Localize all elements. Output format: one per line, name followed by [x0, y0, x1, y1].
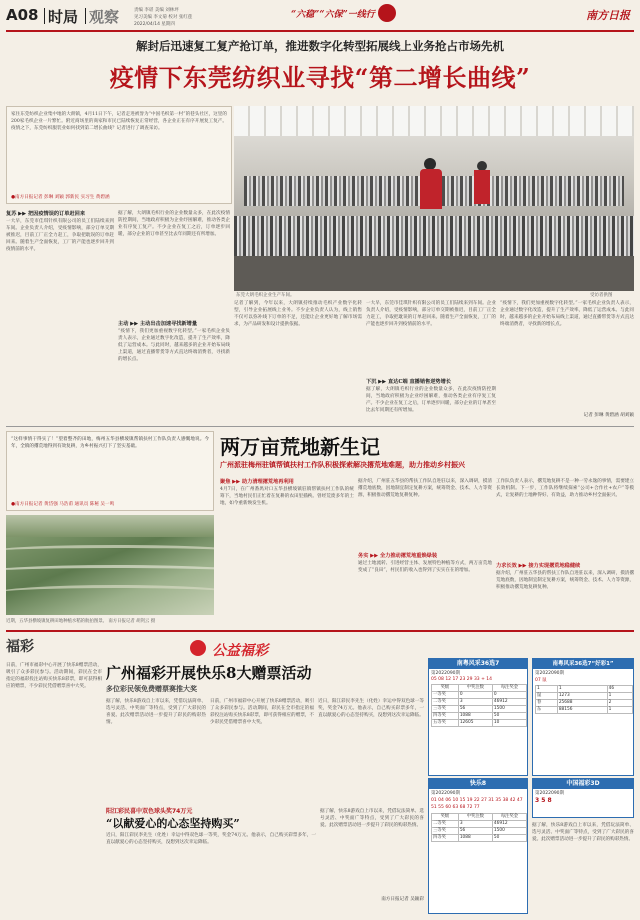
- article2-deck: 广州派驻梅州驻镇帮镇扶村工作队积极探索解决撂荒地难题，助力推动乡村振兴: [220, 460, 465, 469]
- article2-quote-box: [6, 431, 214, 511]
- lotto-36x7-table: 奖级 中奖注数 每注奖金 一等奖 0 0 二等奖 3 46912 三等奖 56 1500 四等奖 1088 50 五等奖 12605 10: [431, 684, 527, 727]
- article1-col3: [234, 300, 362, 422]
- lotto-36x7-numbers: 05 08 12 17 23 29 33 + 14: [431, 677, 493, 682]
- article1-body1b: 一大早，东莞市佳琪针织有限公司的员工们陆续来到车间。企业负责人介绍，受疫情影响，部分订单交期被推迟，目前工厂正全力赶工，争取把耽误的订单赶回来。随着生产全面恢复，工厂的产能也逐步回升到疫情前的水平。: [366, 301, 496, 327]
- subsection-name: 观察: [89, 8, 120, 26]
- welfare-col4: [318, 698, 424, 802]
- welfare-body1: 日前，广州市福彩中心开展了快乐8赠票活动，吸引了众多彩民参与。活动期间，彩民在全市指定的福彩投注站购买快乐8彩票，即可获得相应的赠票，不少彩民凭借赠票喜中大奖。: [6, 663, 102, 689]
- welfare-logo: 公益福彩: [212, 643, 268, 659]
- welfare-col6: [320, 808, 424, 904]
- article1-lead-box: [6, 106, 232, 204]
- welfare-deck: 多位彩民领免费赠票赛推大奖: [106, 684, 197, 693]
- issue-date: 2022/04/14 星期四: [134, 22, 175, 27]
- article2-body1: 4月7日，在广州番禺对口五华县横坡镇驻镇帮镇扶村工作队的统筹下，当地村民们正忙着在复耕的农田里插秧。曾经荒废多年的土地，如今重新焕发生机。: [220, 487, 354, 506]
- slogan: “六稳”“六保”一线行: [291, 10, 375, 20]
- farmland-photo: [6, 515, 214, 615]
- article1-photo-caption: 东莞大朗毛织企业生产车间。: [236, 293, 295, 298]
- article1-body3: “疫情下，我们更加重视数字化转型。”一家毛织企业负责人表示，企业通过数字化改造，提升了生产效率，降低了运营成本。与此同时，越来越多的企业开始布局线上渠道，通过直播带货等方式直达终端消费者，寻找新的增长点。: [118, 329, 230, 362]
- welfare-sub-kicker: 阳江彩民喜中双色球头奖74万元: [106, 808, 193, 815]
- lotto-36x7-issue: 第2022090期: [431, 671, 461, 676]
- article1-body1: 一大早，东莞市佳琪针织有限公司的员工们陆续来到车间。企业负责人介绍，受疫情影响，部分订单交期被推迟，目前工厂正全力赶工，争取把耽误的订单赶回来。随着生产全面恢复，工厂的产能也逐步回升到疫情前的水平。: [6, 219, 114, 252]
- lotto-box-3d: [532, 778, 634, 818]
- article2-col3: [496, 478, 634, 628]
- page-code: A08: [6, 6, 39, 24]
- lotto-3d-issue: 第2022090期: [535, 791, 565, 796]
- welfare-rule: [6, 630, 634, 632]
- article1-sub2: 主动 ▶▶ 主动出击加速寻找新增量: [118, 321, 198, 327]
- welfare-body2: 据了解，快乐8游戏自上市以来，凭借玩法简单、选号灵活、中奖面广等特点，受到了广大彩民的喜爱。此次赠票活动进一步提升了彩民的购彩热情。: [106, 699, 206, 725]
- lotto-36x7-title: 南粤风采36选7: [429, 659, 527, 669]
- welfare-body1b: 日前，广州市福彩中心开展了快乐8赠票活动，吸引了众多彩民参与。活动期间，彩民在全市指定的福彩投注站购买快乐8彩票，即可获得相应的赠票，不少彩民凭借赠票喜中大奖。: [210, 699, 314, 725]
- welfare-logo-icon: [190, 640, 206, 656]
- article1-photo-credit: 受访者供图: [590, 293, 613, 298]
- lotto-haocai-numbers: 07 鼠: [535, 678, 547, 683]
- lotto-notes-text: 据了解，快乐8游戏自上市以来，凭借玩法简单、选号灵活、中奖面广等特点，受到了广大彩民的喜爱。此次赠票活动进一步提升了彩民的购彩热情。: [532, 823, 634, 842]
- lotto-3d-numbers: 3 5 8: [535, 797, 552, 804]
- article2-col1: [220, 478, 354, 628]
- article2-body3: 工作队负责人表示，撂荒地复耕不是一种一劳永逸的事情，需要建立长效机制。下一步，工作队将继续探索“公司+合作社+农户”等模式，让复耕的土地种得好、有效益，助力推动乡村全面振兴。: [496, 479, 634, 498]
- article1-body3b: “疫情下，我们更加重视数字化转型。”一家毛织企业负责人表示，企业通过数字化改造，提升了生产效率，降低了运营成本。与此同时，越来越多的企业开始布局线上渠道，通过直播带货等方式直达终端消费者，寻找新的增长点。: [500, 301, 634, 327]
- slogan-emblem-icon: [378, 4, 396, 22]
- editors: 责编 李谌 美编 刘林坪: [134, 8, 179, 13]
- worker-figure: [420, 169, 442, 209]
- lotto-kl8-issue: 第2022090期: [431, 791, 461, 796]
- lotto-haocai-table: 1 1 46 鼠 1273 1 春 25688 2 东 88156 1: [535, 685, 633, 714]
- welfare-headline: 广州福彩开展快乐8大赠票活动: [106, 664, 312, 682]
- welfare-byline: 南方日报记者 吴颖彩: [381, 897, 424, 902]
- welfare-section-name: 福彩: [6, 639, 34, 655]
- section-name: 时局: [48, 8, 79, 26]
- lotto-notes: [532, 822, 634, 914]
- article1-byline: ●南方日报记者 彭琳 刘颖 郭新民 实习生 黄碧涵: [11, 195, 110, 200]
- welfare-col3: [210, 698, 314, 802]
- article2-sub1: 聚焦 ▶▶ 助力清理撂荒地再利用: [220, 479, 294, 485]
- article2-sub2: 务实 ▶▶ 全力推动撂荒地重焕绿装: [358, 553, 438, 559]
- article2-byline: ●南方日报记者 黄岱强 马浩甫 通讯员 陈秘 吴一鸣: [11, 502, 115, 507]
- article1-lead: 家住东莞纺织企业集中地的大朗镇，4月11日下午，记者走进被誉为“中国毛织第一村”的巷头社区，这里的200家毛织企业一片繁忙。附近商场里的商家和市民已陆续恢复正常经营，各企业正在有序开展复工复产。疫情之下，东莞纺织服装业如何找到第二增长曲线？记者进行了调查采访。: [11, 112, 227, 131]
- article1-col2: [118, 210, 230, 422]
- lotto-haocai-title: 南粤风采36选7“好彩1”: [533, 659, 633, 669]
- article1-col5: [500, 300, 634, 422]
- welfare-body3: 近日，阳江彩民李先生（化姓）幸运中得双色球一等奖，奖金74万元。他表示，自己购买彩票多年，一直以献爱心的心态坚持购买，没想到这次幸运降临。: [106, 833, 316, 845]
- factory-photo: [234, 106, 634, 291]
- article1-sub3: 下沉 ▶▶ 直达C端 直播销售逆势增长: [366, 379, 451, 385]
- article1-byline2: 记者 彭琳 黄碧涵 胡刘颖: [583, 413, 634, 418]
- article2-body2: 据介绍，广州驻五华县的帮扶工作队自进驻以来，深入调研，摸清撂荒地底数，因地制宜制定复耕方案，统筹资金、技术、人力等资源，积极推动撂荒地复耕复种。: [358, 479, 492, 498]
- article1-body2b: 据了解，大朗镇毛织行业的企业数量众多，在此次疫情防控期间，当地政府积极为企业纾困解难，推动各类企业有序复工复产。不少企业在复工之后，订单逐步回暖，部分企业的订单甚至比去年同期还有所增加。: [366, 387, 496, 413]
- article1-body4: 记者了解到，今年以来，大朗镇持续推动毛织产业数字化转型，引导企业拓展线上业务。不少企业负责人认为，线上销售不仅可以弥补线下订单的不足，还能让企业更好地了解市场需求，为产品研发和设计提供依据。: [234, 301, 362, 327]
- header-rule: [6, 30, 634, 32]
- paper-logo: 南方日报: [586, 9, 630, 22]
- article1-col4: [366, 300, 496, 422]
- article1-headline: 疫情下东莞纺织业寻找“第二增长曲线”: [109, 63, 531, 92]
- masthead: [6, 4, 634, 32]
- welfare-sub-headline: “以献爱心的心态坚持购买”: [106, 817, 240, 830]
- article2-col2: [358, 478, 492, 628]
- article2-body2b: 据介绍，广州驻五华县的帮扶工作队自进驻以来，深入调研，摸清撂荒地底数，因地制宜制定复耕方案，统筹资金、技术、人力等资源，积极推动撂荒地复耕复种。: [496, 571, 634, 590]
- lotto-box-kl8: [428, 778, 528, 914]
- article2-quote: “这样事情干得实了！”望着整齐的田地，梅州五华县横坡镇帮镇扶村工作队负责人感慨地说。今年，全镇的撂荒地得到有效复耕，为乡村振兴打下了坚实基础。: [11, 437, 209, 449]
- article2-sub3: 力求长效 ▶▶ 接力实现撂荒地稳健续: [496, 563, 581, 569]
- article2-headline: 两万亩荒地新生记: [220, 435, 380, 459]
- lotto-box-36x7: [428, 658, 528, 776]
- article1-col1: [6, 210, 114, 422]
- article2-photo-caption: 近期，五华县横坡镇复耕田地种植水稻的航拍图景。 南方日报记者 胡剑云 摄: [6, 619, 156, 624]
- lotto-3d-title: 中国福彩3D: [533, 779, 633, 789]
- article2-body4: 通过土地流转、引进经营主体、发展特色种植等方式，两万亩荒地变成了“良田”，村民们的收入也得到了实实在在的增加。: [358, 561, 492, 573]
- welfare-body2b: 据了解，快乐8游戏自上市以来，凭借玩法简单、选号灵活、中奖面广等特点，受到了广大彩民的喜爱。此次赠票活动进一步提升了彩民的购彩热情。: [320, 809, 424, 828]
- welfare-col2: [106, 698, 206, 802]
- lotto-kl8-numbers: 01 04 06 10 15 19 22 27 31 35 38 42 47 51 55 60 63 68 72 77: [431, 798, 523, 810]
- lotto-box-haocai: [532, 658, 634, 776]
- welfare-col5: [106, 832, 316, 914]
- article1-body2: 据了解，大朗镇毛织行业的企业数量众多，在此次疫情防控期间，当地政府积极为企业纾困解难，推动各类企业有序复工复产。不少企业在复工之后，订单逐步回暖，部分企业的订单甚至比去年同期还有所增加。: [118, 211, 230, 237]
- article1-sub1: 复苏 ▶▶ 把因疫情误的订单赶回来: [6, 211, 86, 217]
- editors2: 见习美编 李文菊 校对 张红莲: [134, 15, 193, 20]
- lotto-kl8-table: 奖级 中奖注数 每注奖金 二等奖 3 46912 三等奖 56 1500 四等奖 1088 50: [431, 813, 527, 842]
- article1-kicker: 解封后迅速复工复产抢订单，推进数字化转型拓展线上业务抢占市场先机: [136, 39, 504, 53]
- lotto-haocai-issue: 第2022090期: [535, 671, 565, 676]
- welfare-col1: [6, 662, 102, 914]
- divider: [6, 426, 634, 427]
- lotto-kl8-title: 快乐8: [429, 779, 527, 789]
- welfare-body3b: 近日，阳江彩民李先生（化姓）幸运中得双色球一等奖，奖金74万元。他表示，自己购买彩票多年，一直以献爱心的心态坚持购买，没想到这次幸运降临。: [318, 699, 424, 718]
